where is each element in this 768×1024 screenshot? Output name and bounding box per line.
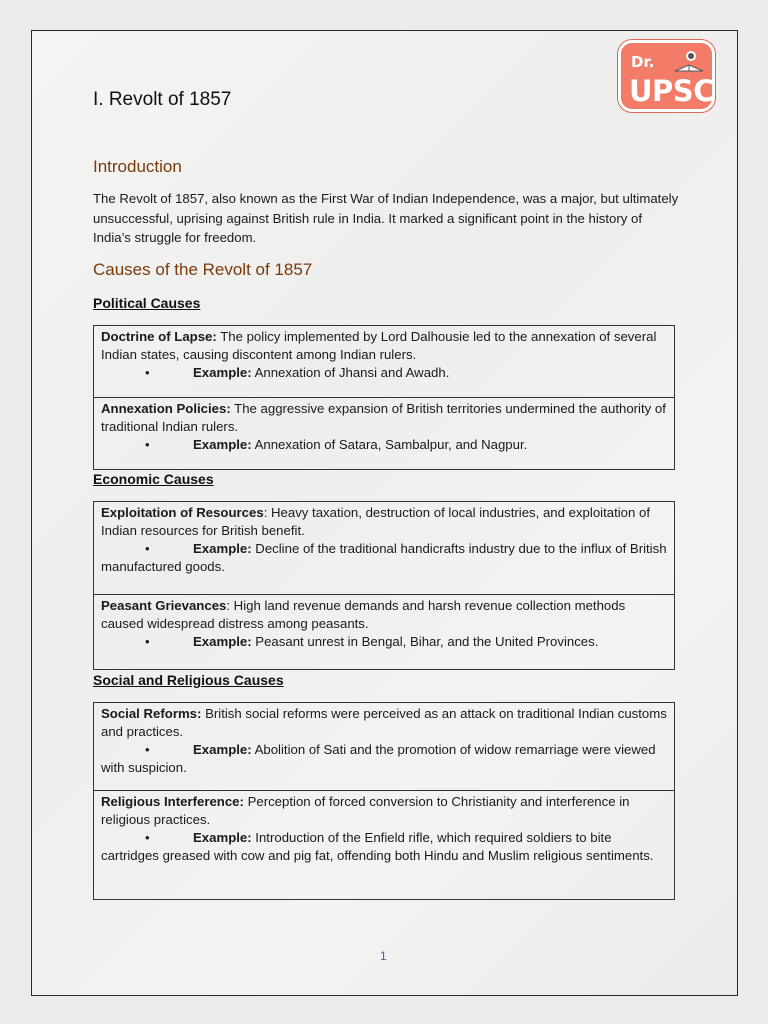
document-title: I. Revolt of 1857 — [93, 89, 232, 110]
example-text: Peasant unrest in Bengal, Bihar, and the United Provinces. — [251, 634, 599, 649]
example-line — [101, 741, 667, 777]
cause-term: Doctrine of Lapse: — [101, 329, 217, 344]
example-text: Annexation of Satara, Sambalpur, and Nagpur. — [251, 437, 528, 452]
logo-upsc-text: UPSC — [629, 74, 714, 108]
reading-person-icon — [669, 49, 709, 75]
cause-term: Religious Interference: — [101, 794, 244, 809]
cause-term: Peasant Grievances — [101, 598, 227, 613]
cause-term: Social Reforms: — [101, 706, 202, 721]
example-label: Example: — [193, 634, 252, 649]
table-row — [94, 398, 674, 469]
cause-description: The aggressive expansion of British territories undermined the authority of traditional Indian rulers. — [101, 401, 666, 434]
table-row — [94, 326, 674, 398]
example-line — [101, 540, 667, 576]
example-label: Example: — [193, 541, 252, 556]
example-line — [101, 364, 667, 382]
example-text: Annexation of Jhansi and Awadh. — [251, 365, 450, 380]
example-text: Decline of the traditional handicrafts industry due to the influx of British manufactured goods. — [101, 541, 667, 574]
bullet-icon: • — [145, 830, 150, 845]
example-text: Introduction of the Enfield rifle, which required soldiers to bite cartridges greased with cow and pig fat, offending both Hindu and Muslim religious sentiments. — [101, 830, 654, 863]
political-causes-heading: Political Causes — [93, 295, 201, 311]
political-causes-table — [93, 325, 675, 470]
economic-causes-heading: Economic Causes — [93, 471, 214, 487]
table-row — [94, 502, 674, 595]
introduction-text: The Revolt of 1857, also known as the First War of Indian Independence, was a major, but ultimately unsuccessful, uprising against British rule in India. It marked a significant point in the history of India’s struggle for freedom. — [93, 191, 679, 245]
cause-description: The policy implemented by Lord Dalhousie led to the annexation of several Indian states, causing discontent among Indian rulers. — [101, 329, 657, 362]
example-text: Abolition of Sati and the promotion of widow remarriage were viewed with suspicion. — [101, 742, 656, 775]
introduction-heading: Introduction — [93, 157, 182, 176]
cause-term: Annexation Policies: — [101, 401, 231, 416]
example-label: Example: — [193, 365, 252, 380]
example-label: Example: — [193, 437, 252, 452]
page-number: 1 — [380, 949, 387, 963]
example-line — [101, 633, 667, 651]
example-label: Example: — [193, 742, 252, 757]
table-row — [94, 595, 674, 669]
bullet-icon: • — [145, 634, 150, 649]
dr-upsc-logo — [618, 40, 715, 112]
cause-description: : High land revenue demands and harsh revenue collection methods caused widespread distress among peasants. — [101, 598, 626, 631]
bullet-icon: • — [145, 742, 150, 757]
table-row — [94, 703, 674, 791]
bullet-icon: • — [145, 365, 150, 380]
cause-description: Perception of forced conversion to Christianity and interference in religious practices. — [101, 794, 630, 827]
logo-dr-text: Dr. — [631, 53, 655, 71]
example-line — [101, 829, 667, 865]
bullet-icon: • — [145, 437, 150, 452]
example-label: Example: — [193, 830, 252, 845]
cause-description: : Heavy taxation, destruction of local industries, and exploitation of Indian resources for British benefit. — [101, 505, 651, 538]
cause-term: Exploitation of Resources — [101, 505, 264, 520]
bullet-icon: • — [145, 541, 150, 556]
table-row — [94, 791, 674, 899]
example-line — [101, 436, 667, 454]
causes-heading: Causes of the Revolt of 1857 — [93, 260, 313, 279]
cause-description: British social reforms were perceived as an attack on traditional Indian customs and practices. — [101, 706, 667, 739]
economic-causes-table — [93, 501, 675, 670]
social-religious-causes-table — [93, 702, 675, 900]
social-religious-causes-heading: Social and Religious Causes — [93, 672, 284, 688]
